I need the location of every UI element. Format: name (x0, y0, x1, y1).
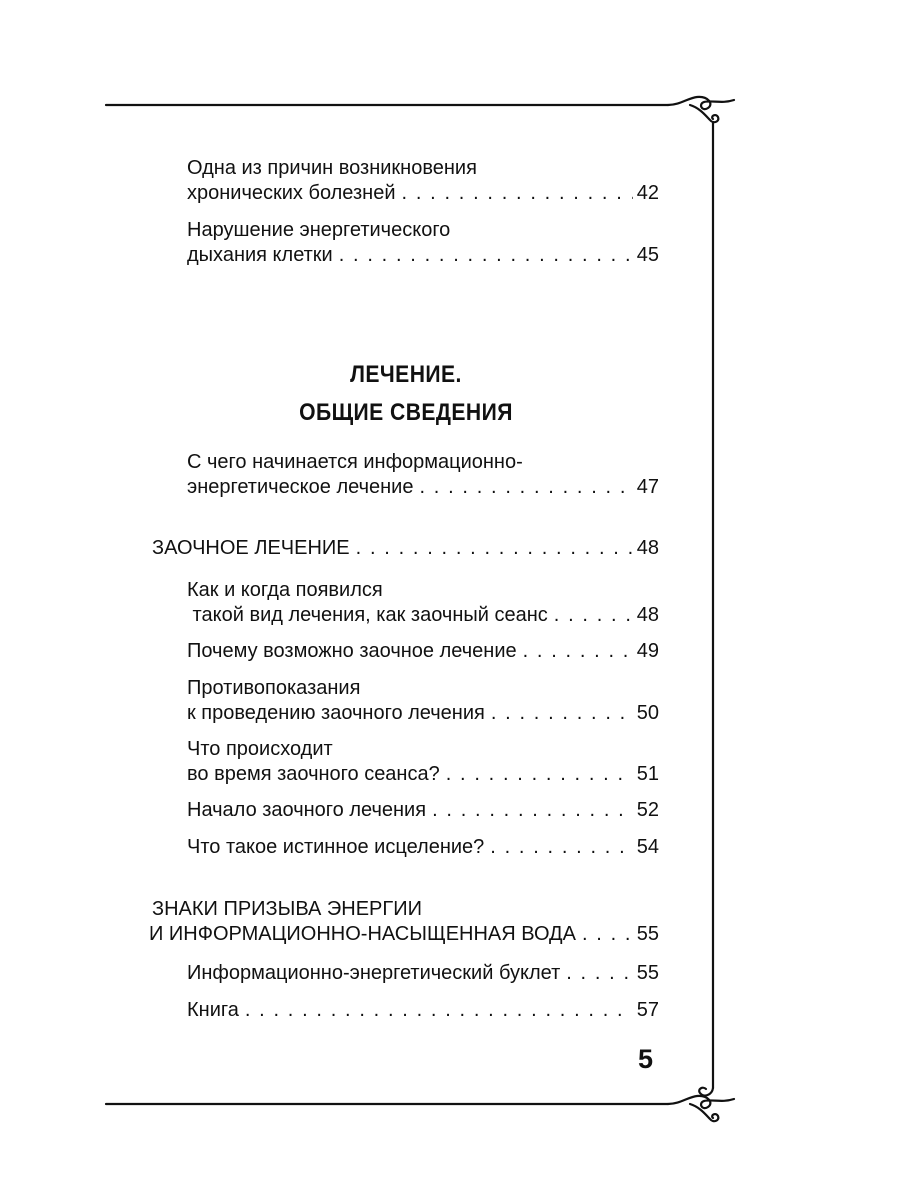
toc-page-number: 45 (636, 244, 659, 266)
toc-entry-text: С чего начинается информационно- (187, 451, 523, 473)
toc-entry-text: Почему возможно заочное лечение (187, 640, 517, 662)
section-title-line: ОБЩИЕ СВЕДЕНИЯ (299, 399, 513, 426)
toc-entry[interactable] (187, 998, 659, 1023)
toc-entry-text: Противопоказания (187, 677, 361, 699)
toc-page-number: 49 (636, 640, 659, 662)
section-title (49, 356, 764, 432)
dot-leader (582, 922, 633, 947)
toc-entry-text: Книга (187, 999, 239, 1021)
dot-leader (523, 639, 633, 664)
toc-entry[interactable] (187, 798, 659, 823)
toc-entry[interactable] (187, 676, 659, 726)
toc-page-number: 47 (636, 476, 659, 498)
page-number: 5 (638, 1044, 654, 1074)
toc-entry-text: Одна из причин возникновения (187, 157, 477, 179)
toc-entry[interactable] (187, 578, 659, 628)
toc-entry-text: Нарушение энергетического (187, 219, 451, 241)
toc-entry-text: Как и когда появился (187, 579, 383, 601)
toc-page-number: 48 (636, 604, 659, 626)
dot-leader (432, 798, 633, 823)
toc-entry[interactable] (187, 961, 659, 986)
toc-page-number: 50 (636, 702, 659, 724)
toc-page-number: 55 (636, 962, 659, 984)
toc-page-number: 42 (636, 182, 659, 204)
dot-leader (419, 475, 632, 500)
dot-leader (356, 536, 633, 561)
toc-chapter[interactable] (152, 536, 659, 561)
toc-entry-text: Начало заочного лечения (187, 799, 427, 821)
toc-entry-text: Что такое истинное исцеление? (187, 836, 485, 858)
dot-leader (491, 701, 633, 726)
toc-entry-text: Информационно-энергетический буклет (187, 962, 561, 984)
toc-page-number: 57 (636, 999, 659, 1021)
dot-leader (245, 998, 633, 1023)
toc-chapter[interactable] (149, 897, 659, 947)
toc-entry-text: Что происходит (187, 738, 333, 760)
dot-leader (554, 603, 633, 628)
toc-entry-text: энергетическое лечение (187, 476, 414, 498)
section-title-line: ЛЕЧЕНИЕ. (350, 361, 462, 388)
dot-leader (490, 835, 632, 860)
dot-leader (339, 243, 633, 268)
dot-leader (402, 181, 633, 206)
toc-entry-text: хронических болезней (187, 182, 396, 204)
toc-page-number: 52 (636, 799, 659, 821)
toc-entry[interactable] (187, 737, 659, 787)
toc-page-number: 51 (636, 763, 659, 785)
toc-chapter-text: ЗНАКИ ПРИЗЫВА ЭНЕРГИИ (152, 898, 422, 920)
toc-page-number: 55 (636, 923, 659, 945)
toc-entry[interactable] (187, 450, 659, 500)
toc-entry-text: такой вид лечения, как заочный сеанс (187, 604, 548, 626)
toc-entry[interactable] (187, 639, 659, 664)
toc-entry[interactable] (187, 835, 659, 860)
toc-chapter-text: И ИНФОРМАЦИОННО-НАСЫЩЕННАЯ ВОДА (149, 923, 576, 945)
toc-entry-text: к проведению заочного лечения (187, 702, 485, 724)
toc-entry[interactable] (187, 156, 659, 206)
toc-page-number: 48 (636, 537, 659, 559)
toc-chapter-text: ЗАОЧНОЕ ЛЕЧЕНИЕ (152, 537, 350, 559)
dot-leader (446, 762, 633, 787)
toc-entry-text: дыхания клетки (187, 244, 333, 266)
dot-leader (566, 961, 633, 986)
toc-entry-text: во время заочного сеанса? (187, 763, 440, 785)
toc-entry[interactable] (187, 218, 659, 268)
toc-page-number: 54 (636, 836, 659, 858)
